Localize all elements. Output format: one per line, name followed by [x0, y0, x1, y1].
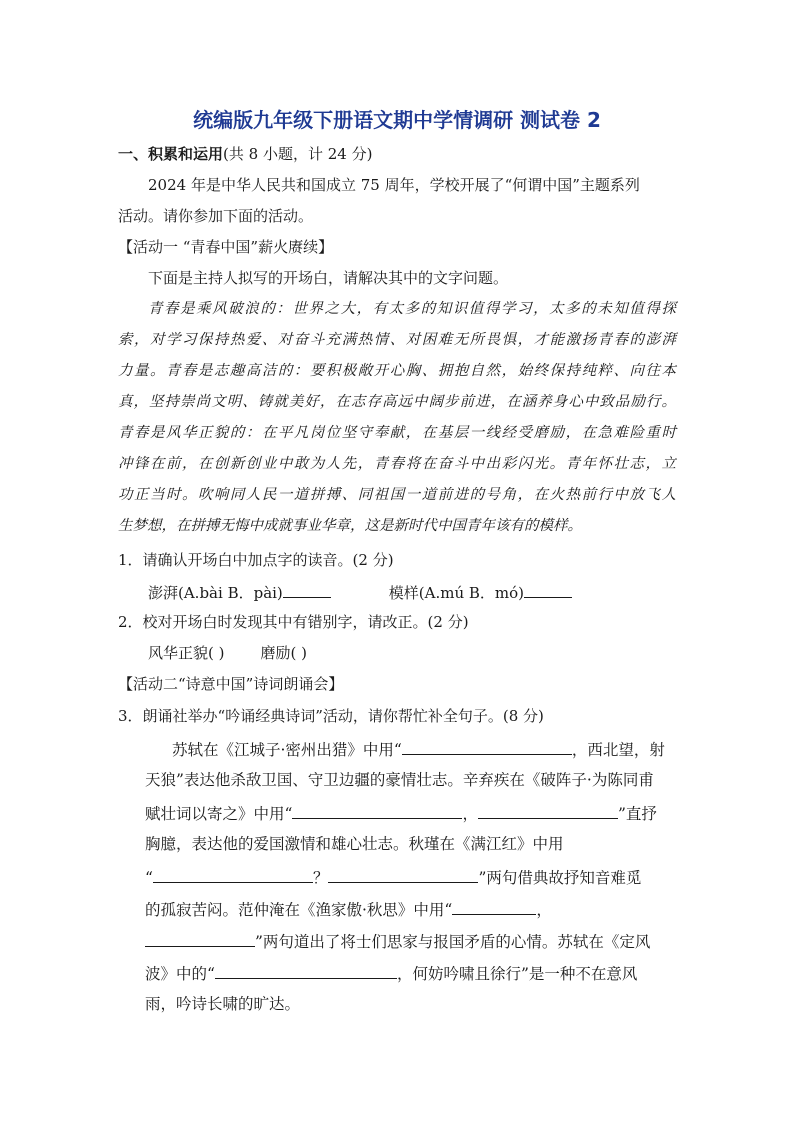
answer-blank[interactable] [478, 802, 618, 819]
intro-line-2: 活动。请你参加下面的活动。 [118, 207, 314, 225]
activity-1-label: 【活动一 “青春中国”薪火赓续】 [118, 238, 334, 256]
question-3-line-9: 雨，吟诗长啸的旷达。 [145, 995, 301, 1013]
question-3-line-3 [145, 802, 657, 824]
question-3-text: 波》中的“ [145, 965, 215, 983]
section-heading-label: 一、积累和运用 [118, 145, 224, 163]
answer-blank[interactable] [328, 866, 478, 883]
question-3-text: ”两句道出了将士们思家与报国矛盾的心情。苏轼在《定风 [255, 933, 651, 951]
question-3-text: 苏轼在《江城子·密州出猎》中用“ [172, 741, 402, 759]
activity-2-label: 【活动二“诗意中国”诗词朗诵会】 [118, 675, 344, 693]
question-1-items [148, 581, 572, 603]
passage-line-7: 功正当时。吹响同人民一道拼搏、同祖国一道前进的号角，在火热前行中放飞人 [118, 487, 676, 503]
passage-line-3: 力量。青春是志趣高洁的：要积极敞开心胸、拥抱自然，始终保持纯粹、向往本 [118, 363, 676, 379]
question-3-line-4: 胸臆，表达他的爱国激情和雄心壮志。秋瑾在《满江红》中用 [145, 835, 564, 853]
question-3-text: ， [462, 805, 478, 823]
answer-blank[interactable] [402, 738, 572, 755]
question-3-text: ”两句借典故抒知音难觅 [478, 869, 642, 887]
section-heading [118, 144, 372, 164]
question-2-items [148, 643, 307, 663]
answer-blank[interactable] [292, 802, 462, 819]
question-3-text: ？ [312, 869, 329, 887]
activity-1-prompt: 下面是主持人拟写的开场白，请解决其中的文字问题。 [148, 269, 509, 287]
question-1-item-a: 澎湃(A.bài B．pài) [148, 584, 283, 602]
question-3-text: 赋壮词以寄之》中用“ [145, 805, 293, 823]
question-3-stem: 3．朗诵社举办“吟诵经典诗词”活动，请你帮忙补全句子。(8 分) [118, 707, 544, 725]
question-3-line-8 [145, 962, 637, 984]
question-2-item-a: 风华正貌( ) [148, 644, 225, 662]
intro-line-1: 2024 年是中华人民共和国成立 75 周年，学校开展了“何谓中国”主题系列 [148, 176, 640, 194]
question-3-text: “ [145, 869, 153, 887]
question-3-line-5 [145, 866, 641, 888]
question-3-text: ，西北望，射 [571, 741, 665, 759]
question-3-line-2: 天狼”表达他杀敌卫国、守卫边疆的豪情壮志。辛弃疾在《破阵子·为陈同甫 [145, 771, 654, 789]
answer-blank[interactable] [145, 930, 255, 947]
page-title: 统编版九年级下册语文期中学情调研 测试卷 2 [193, 108, 601, 132]
passage-line-1: 青春是乘风破浪的：世界之大，有太多的知识值得学习，太多的未知值得探 [148, 301, 676, 317]
question-3-text: 的孤寂苦闷。范仲淹在《渔家傲·秋思》中用“ [145, 901, 453, 919]
passage-line-8: 生梦想，在拼搏无悔中成就事业华章，这是新时代中国青年该有的模样。 [118, 518, 582, 534]
answer-blank[interactable] [153, 866, 313, 883]
answer-blank[interactable] [452, 898, 536, 915]
question-3-text: ， [536, 901, 552, 919]
question-3-line-6 [145, 898, 552, 920]
question-1-item-b: 模样(A.mú B．mó) [388, 584, 525, 602]
passage-line-2: 索，对学习保持热爱、对奋斗充满热情、对困难无所畏惧，才能激扬青春的澎湃 [118, 332, 676, 348]
question-2-stem: 2．校对开场白时发现其中有错别字，请改正。(2 分) [118, 613, 469, 631]
answer-blank[interactable] [283, 581, 331, 598]
passage-line-5: 青春是风华正貌的：在平凡岗位坚守奉献，在基层一线经受磨励，在急难险重时 [118, 425, 676, 441]
question-1-stem: 1．请确认开场白中加点字的读音。(2 分) [118, 551, 394, 569]
passage-line-6: 冲锋在前，在创新创业中敢为人先，青春将在奋斗中出彩闪光。青年怀壮志，立 [118, 456, 676, 472]
question-3-line-7 [145, 930, 650, 952]
question-3-text: ，何妨吟啸且徐行”是一种不在意风 [396, 965, 638, 983]
section-heading-note: (共 8 小题，计 24 分) [223, 145, 373, 163]
passage-line-4: 真，坚持崇尚文明、铸就美好，在志存高远中阔步前进，在涵养身心中致品励行。 [118, 394, 676, 410]
question-2-item-b: 磨励( ) [260, 644, 307, 662]
question-3-text: ”直抒 [617, 805, 657, 823]
answer-blank[interactable] [524, 581, 572, 598]
answer-blank[interactable] [215, 962, 397, 979]
question-3-line-1 [172, 738, 665, 760]
